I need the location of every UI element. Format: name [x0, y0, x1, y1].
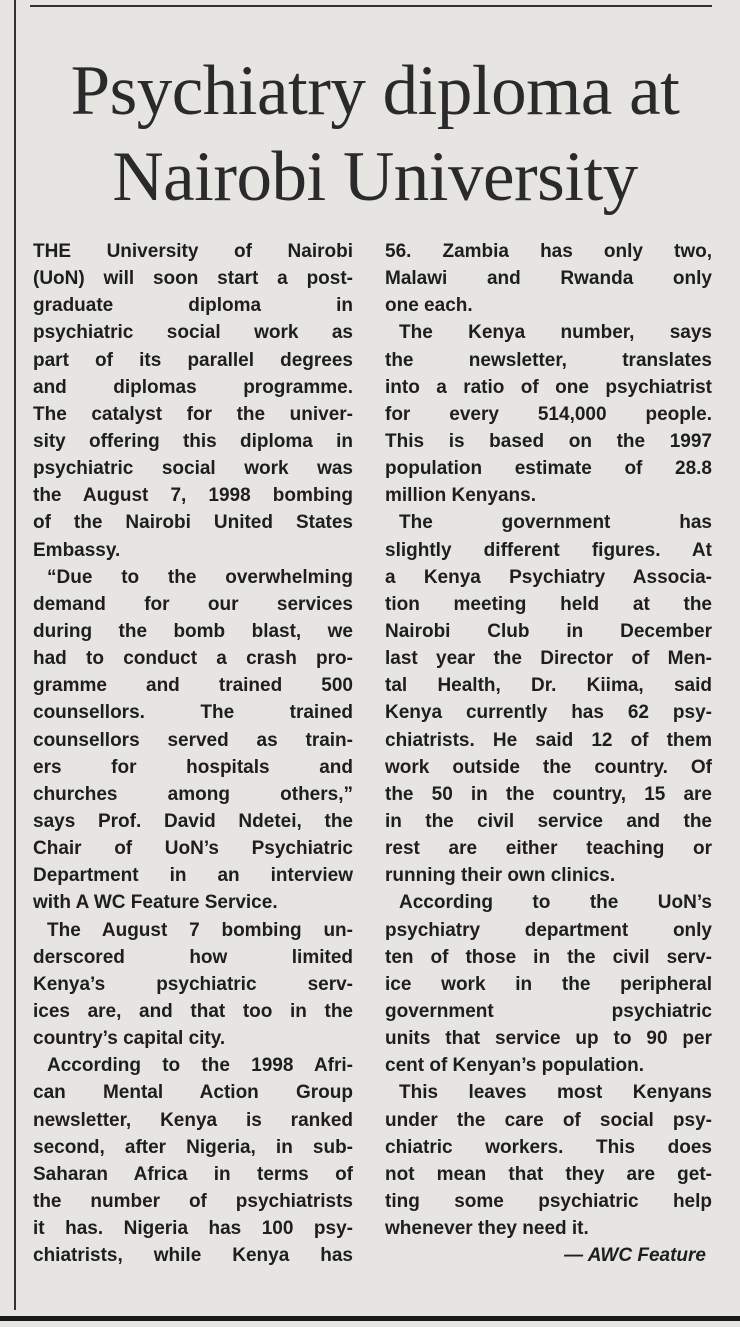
paragraph	[385, 509, 712, 889]
text-line: tion meeting held at the	[385, 593, 712, 615]
text-line: it has. Nigeria has 100 psy-	[33, 1218, 353, 1240]
article-column-left	[33, 238, 353, 1269]
paragraph	[385, 1079, 712, 1242]
text-line: last year the Director of Men-	[385, 648, 712, 670]
headline-line-1: Psychiatry diploma at	[70, 52, 680, 130]
text-line: Kenya currently has 62 psy-	[385, 702, 712, 724]
text-line: THE University of Nairobi	[33, 241, 353, 262]
text-line: for every 514,000 people.	[385, 403, 712, 425]
text-line: the newsletter, translates	[385, 349, 712, 371]
text-line: According to the UoN’s	[399, 892, 712, 914]
text-line: ten of those in the civil serv-	[385, 946, 712, 968]
text-line: Malawi and Rwanda only	[385, 268, 712, 290]
text-line: government psychiatric	[385, 1000, 712, 1022]
text-line: running their own clinics.	[385, 865, 616, 887]
paragraph	[385, 319, 712, 509]
text-line: slightly different figures. At	[385, 539, 712, 561]
text-line: counsellors served as train-	[33, 729, 353, 751]
text-line: the 50 in the country, 15 are	[385, 783, 712, 805]
text-line: chiatrists. He said 12 of them	[385, 729, 712, 751]
text-line: one each.	[385, 295, 473, 317]
text-line: whenever they need it.	[385, 1218, 589, 1240]
paragraph	[33, 1052, 353, 1269]
text-line: chiatric workers. This does	[385, 1136, 712, 1158]
text-line: 56. Zambia has only two,	[385, 241, 712, 262]
text-line: work outside the country. Of	[385, 756, 712, 778]
text-line: newsletter, Kenya is ranked	[33, 1109, 353, 1131]
text-line: units that service up to 90 per	[385, 1028, 712, 1050]
text-line: second, after Nigeria, in sub-	[33, 1136, 353, 1158]
text-line: with A WC Feature Service.	[33, 892, 278, 914]
text-line: under the care of social psy-	[385, 1109, 712, 1131]
text-line: rest are either teaching or	[385, 838, 712, 860]
paragraph	[33, 564, 353, 917]
text-line: country’s capital city.	[33, 1028, 226, 1050]
text-line: counsellors. The trained	[33, 702, 353, 724]
text-line: sity offering this diploma in	[33, 430, 353, 452]
text-line: Kenya’s psychiatric serv-	[33, 973, 353, 995]
text-line: tal Health, Dr. Kiima, said	[385, 675, 712, 697]
text-line: (UoN) will soon start a post-	[33, 268, 353, 290]
text-line: Chair of UoN’s Psychiatric	[33, 838, 353, 860]
text-line: Embassy.	[33, 539, 121, 561]
text-line: This is based on the 1997	[385, 430, 712, 452]
paragraph	[33, 917, 353, 1053]
paragraph	[385, 238, 712, 319]
text-line: says Prof. David Ndetei, the	[33, 810, 353, 832]
text-line: Saharan Africa in terms of	[33, 1163, 353, 1185]
text-line: psychiatric social work was	[33, 458, 353, 480]
text-line: not mean that they are get-	[385, 1163, 712, 1185]
text-line: cent of Kenyan’s population.	[385, 1055, 644, 1077]
text-line: ers for hospitals and	[33, 756, 353, 778]
text-line: in the civil service and the	[385, 810, 712, 832]
text-line: Nairobi Club in December	[385, 620, 712, 642]
text-line: “Due to the overwhelming	[47, 566, 353, 588]
text-line: According to the 1998 Afri-	[47, 1055, 353, 1077]
left-column-rule	[14, 0, 16, 1310]
text-line: ice work in the peripheral	[385, 973, 712, 995]
text-line: graduate diploma in	[33, 295, 353, 317]
byline: — AWC Feature	[564, 1245, 706, 1267]
text-line: The August 7 bombing un-	[47, 919, 353, 941]
article-column-right	[385, 238, 712, 1269]
text-line: The catalyst for the univer-	[33, 403, 353, 425]
text-line: of the Nairobi United States	[33, 512, 353, 534]
top-rule	[30, 5, 712, 7]
paragraph	[385, 889, 712, 1079]
text-line: derscored how limited	[33, 946, 353, 968]
text-line: can Mental Action Group	[33, 1082, 353, 1104]
text-line: a Kenya Psychiatry Associa-	[385, 566, 712, 588]
paragraph	[33, 238, 353, 564]
text-line: million Kenyans.	[385, 485, 536, 507]
text-line: demand for our services	[33, 593, 353, 615]
headline-line-2: Nairobi University	[112, 138, 638, 216]
text-line: population estimate of 28.8	[385, 458, 712, 480]
text-line: psychiatry department only	[385, 919, 712, 941]
text-line: psychiatric social work as	[33, 322, 353, 344]
headline	[30, 48, 720, 220]
text-line: part of its parallel degrees	[33, 349, 353, 371]
text-line: Department in an interview	[33, 865, 353, 887]
text-line: and diplomas programme.	[33, 376, 353, 398]
text-line: churches among others,”	[33, 783, 353, 805]
text-line: chiatrists, while Kenya has	[33, 1245, 353, 1267]
text-line: during the bomb blast, we	[33, 620, 353, 642]
text-line: had to conduct a crash pro-	[33, 648, 353, 670]
text-line: This leaves most Kenyans	[399, 1082, 712, 1104]
text-line: the number of psychiatrists	[33, 1190, 353, 1212]
text-line: into a ratio of one psychiatrist	[385, 376, 712, 398]
text-line: The Kenya number, says	[399, 322, 712, 344]
bottom-rule	[0, 1316, 740, 1321]
text-line: gramme and trained 500	[33, 675, 353, 697]
text-line: The government has	[399, 512, 712, 534]
text-line: ices are, and that too in the	[33, 1000, 353, 1022]
text-line: ting some psychiatric help	[385, 1190, 712, 1212]
text-line: the August 7, 1998 bombing	[33, 485, 353, 507]
